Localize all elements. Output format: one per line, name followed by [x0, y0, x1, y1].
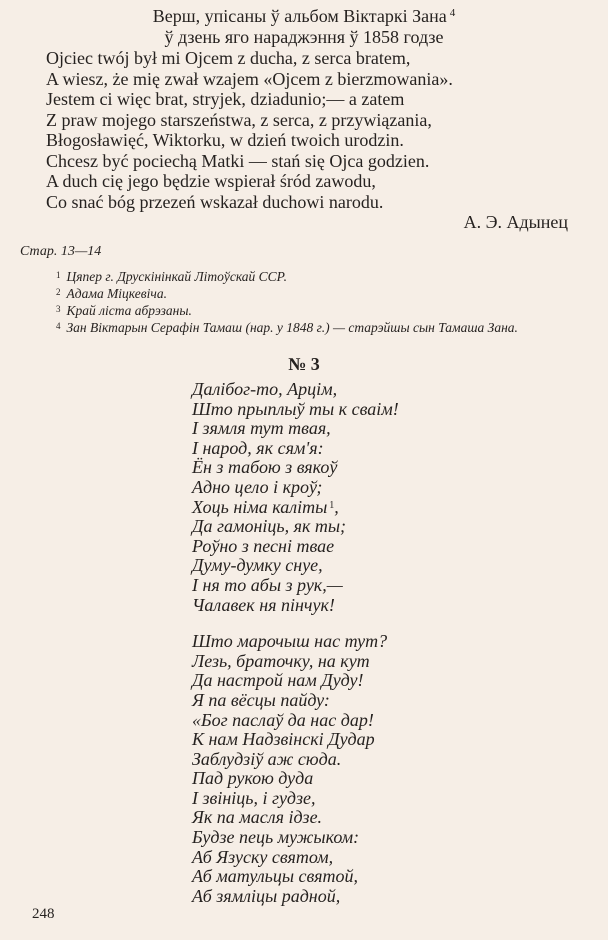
footnote-number: 4: [56, 321, 61, 331]
title-footnote-mark: 4: [449, 7, 456, 19]
poem-line: І зямля тут твая,: [192, 418, 331, 439]
poem-line: Чалавек ня пінчук!: [192, 594, 335, 615]
footnote-number: 1: [56, 270, 61, 280]
belarusian-poem: [192, 380, 399, 906]
poem-line: Заблудзіў аж сюда.: [192, 748, 342, 769]
footnote-text: Край ліста абрэзаны.: [66, 303, 192, 318]
polish-poem-line: A duch cię jego będzie wspierał śród zawodu,: [46, 171, 376, 191]
poem-line: Адно цело і кроў;: [192, 476, 323, 497]
poem-line-text: Хоць німа каліты: [192, 496, 328, 517]
polish-poem-line: Z praw mojego starszeństwa, z serca, z przywiązania,: [46, 109, 432, 130]
footnote: [28, 302, 588, 319]
footnote-number: 3: [56, 304, 61, 314]
poem-line: Думу-думку снуе,: [192, 555, 323, 576]
poem-line: Будзе пець мужыком:: [192, 827, 360, 848]
footnote-text: Зан Віктарын Серафін Тамаш (нар. у 1848 г.) — старэйшы сын Тамаша Зана.: [66, 320, 518, 335]
poem-line: Што марочыш нас тут?: [192, 631, 388, 652]
footnote-text: Цяпер г. Друскінінкай Літоўскай ССР.: [66, 269, 287, 284]
poem-line: К нам Надзвінскі Дудар: [192, 729, 375, 750]
polish-poem-line: Co snać bóg przezeń wskazał duchowi narodu.: [46, 191, 384, 212]
notes-page-reference: Стар. 13—14: [20, 244, 102, 259]
footnote-text: Адама Міцкевіча.: [66, 286, 167, 301]
footnote: [28, 285, 588, 302]
poem-line: Што прыплыў ты к сваім!: [192, 398, 399, 419]
footnote: [28, 268, 588, 285]
poem-line: Аб Язуску святом,: [192, 846, 334, 867]
page-number: 248: [32, 906, 55, 922]
polish-poem-line: A wiesz, że mię zwał wzajem «Ojcem z bierzmowania».: [46, 68, 453, 89]
poem-line: Хоць німа каліты $^1$,: [192, 496, 339, 517]
poem-line: Да настрой нам Дуду!: [192, 670, 364, 691]
polish-poem-line: Błogosławięć, Wiktorku, w dzień twoich urodzin.: [46, 130, 404, 150]
poem-line: І ня то абы з рук,—: [192, 574, 343, 595]
poem-line: Пад рукою дуда: [192, 768, 314, 789]
poem-line: Як па масля ідзе.: [192, 807, 323, 828]
stanza-break: [192, 615, 399, 632]
title-line-2: ў дзень яго нараджэння ў 1858 годзе: [164, 27, 444, 47]
poem-line: Аб матульцы святой,: [192, 866, 358, 887]
poem-line: Далібог-то, Арцім,: [192, 379, 338, 399]
polish-poem-line: Chcesz być pociechą Matki — stań się Ojca godzien.: [46, 150, 430, 171]
polish-poem-line: Jestem ci więc brat, stryjek, dziadunio;— a zatem: [46, 89, 405, 109]
poem-line: Да гамоніць, як ты;: [192, 516, 347, 537]
poem-title: [0, 6, 608, 48]
poem-number-heading: № 3: [288, 354, 320, 374]
title-line-1: [0, 6, 608, 27]
footnotes: [28, 268, 588, 336]
poem-line: Лезь, браточку, на кут: [192, 650, 370, 671]
title-line-1-text: Верш, упісаны ў альбом Віктаркі Зана: [152, 6, 447, 26]
poem-line: Я па вёсцы пайду:: [192, 689, 330, 710]
polish-poem-line: Ojciec twój był mi Ojcem z ducha, z serca bratem,: [46, 48, 411, 68]
poem-line: І звініць, і гудзе,: [192, 787, 316, 808]
polish-poem: [46, 48, 453, 212]
poem-line: Ён з табою з вякоў: [192, 457, 338, 478]
author-signature: А. Э. Адынец: [463, 212, 568, 232]
footnote: [28, 319, 588, 336]
poem-line: «Бог паслаў да нас дар!: [192, 709, 374, 730]
poem-footnote-mark: 1: [329, 499, 335, 511]
poem-line: Роўно з песні тваe: [192, 535, 335, 556]
poem-line: І народ, як сям'я:: [192, 437, 324, 458]
poem-line: Аб зямліцы радной,: [192, 885, 341, 906]
footnote-number: 2: [56, 287, 61, 297]
